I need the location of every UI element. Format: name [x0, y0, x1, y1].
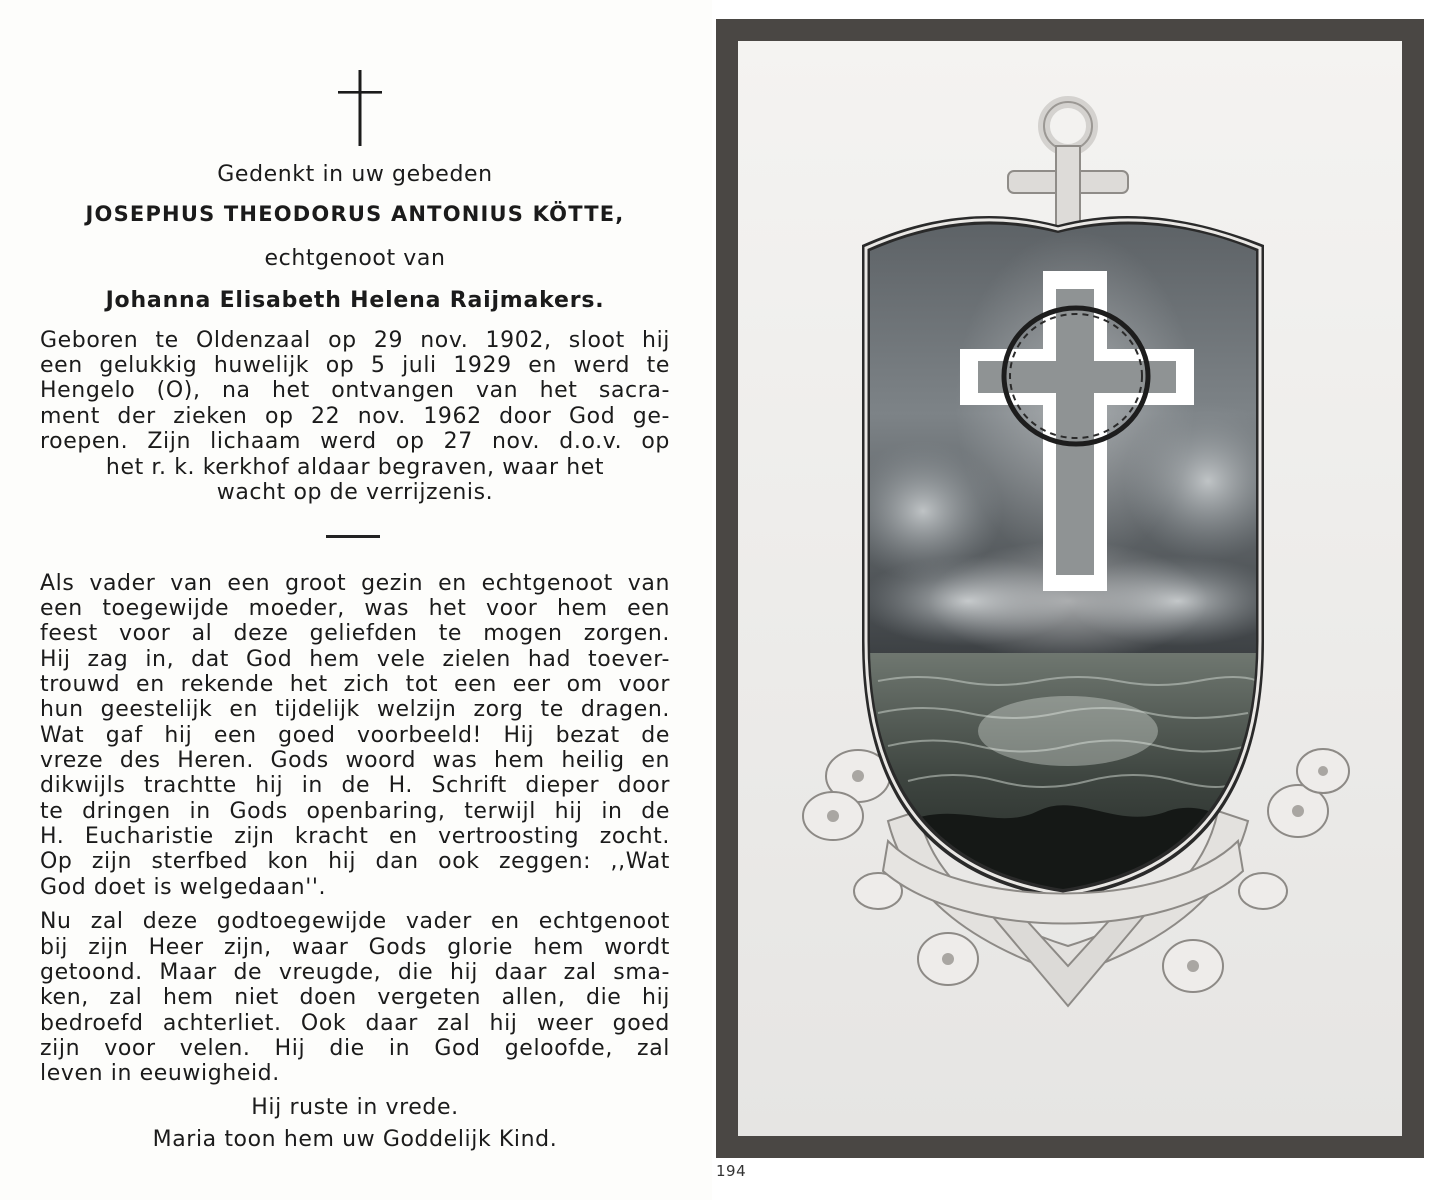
memorial-text-card — [0, 0, 712, 1200]
text-line: het r. k. kerkhof aldaar begraven, waar het — [105, 455, 605, 480]
text-line: H. Eucharistie zijn kracht en vertroosting zocht. — [40, 824, 670, 849]
cross-icon — [338, 70, 382, 146]
devotional-image-panel — [738, 41, 1402, 1136]
spouse-name: Johanna Elisabeth Helena Raijmakers. — [105, 288, 605, 313]
text-line: ment der zieken op 22 nov. 1962 door God ge- — [40, 404, 670, 429]
text-line: te dringen in Gods openbaring, terwijl hij in de — [40, 799, 670, 824]
text-line: bedroefd achterliet. Ook daar zal hij weer goed — [40, 1011, 670, 1036]
text-line: Op zijn sterfbed kon hij dan ook zeggen: ,,Wat — [40, 849, 670, 874]
text-line: een gelukkig huwelijk op 5 juli 1929 en werd te — [40, 353, 670, 378]
text-line: bij zijn Heer zijn, waar Gods glorie hem wordt — [40, 935, 670, 960]
relation-text: echtgenoot van — [264, 246, 446, 271]
anchor-shield-illustration — [738, 41, 1402, 1136]
closing-prayer: Hij ruste in vrede. — [251, 1095, 459, 1120]
text-line: hun geestelijk en tijdelijk welzijn zorg te dragen. — [40, 697, 670, 722]
text-line: Geboren te Oldenzaal op 29 nov. 1902, sloot hij — [40, 328, 670, 353]
deceased-name: JOSEPHUS THEODORUS ANTONIUS KÖTTE, — [85, 202, 625, 226]
text-line: leven in eeuwigheid. — [40, 1061, 280, 1086]
text-line: Hij zag in, dat God hem vele zielen had toever- — [40, 647, 670, 672]
text-line: wacht op de verrijzenis. — [216, 480, 494, 505]
text-line: Hengelo (O), na het ontvangen van het sacra- — [40, 378, 670, 403]
print-number: 194 — [716, 1162, 747, 1180]
devotional-image-frame — [716, 19, 1424, 1158]
text-line: roepen. Zijn lichaam werd op 27 nov. d.o.v. op — [40, 429, 670, 454]
text-line: ken, zal hem niet doen vergeten allen, die hij — [40, 985, 670, 1010]
text-line: een toegewijde moeder, was het voor hem een — [40, 596, 670, 621]
text-line: getoond. Maar de vreugde, die hij daar zal sma- — [40, 960, 670, 985]
text-line: Als vader van een groot gezin en echtgenoot van — [40, 571, 670, 596]
prayer-heading: Gedenkt in uw gebeden — [217, 162, 493, 187]
text-line: feest voor al deze geliefden te mogen zorgen. — [40, 621, 670, 646]
text-line: Wat gaf hij een goed voorbeeld! Hij bezat de — [40, 723, 670, 748]
closing-invocation: Maria toon hem uw Goddelijk Kind. — [152, 1127, 558, 1152]
text-line: vreze des Heren. Gods woord was hem heilig en — [40, 748, 670, 773]
text-line: trouwd en rekende het zich tot een eer om voor — [40, 672, 670, 697]
text-line: dikwijls trachtte hij in de H. Schrift dieper door — [40, 773, 670, 798]
text-line: zijn voor velen. Hij die in God geloofde, zal — [40, 1036, 670, 1061]
section-divider — [326, 535, 380, 538]
text-line: God doet is welgedaan''. — [40, 875, 327, 900]
text-line: Nu zal deze godtoegewijde vader en echtgenoot — [40, 909, 670, 934]
